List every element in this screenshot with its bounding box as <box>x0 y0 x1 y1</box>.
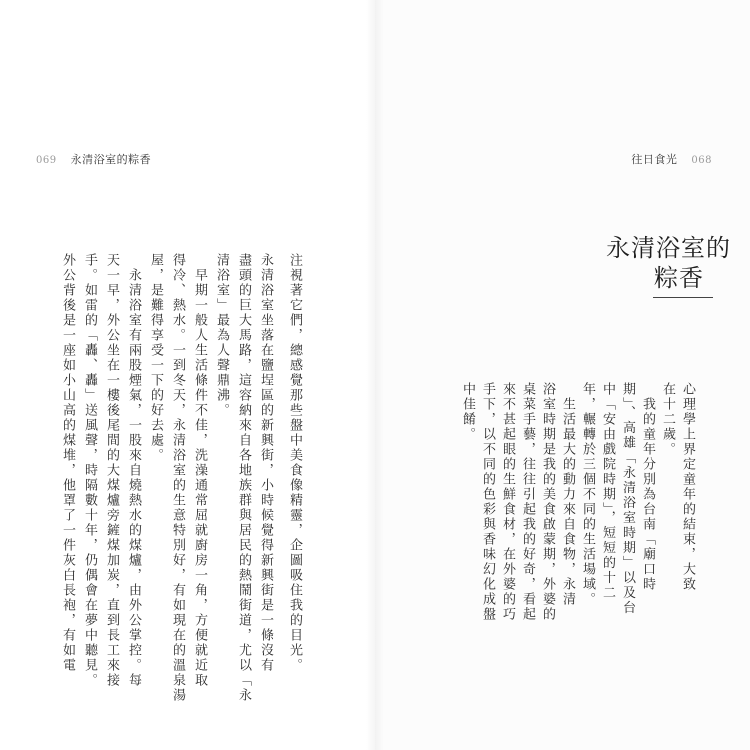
body-column: 外公背後是一座如小山高的煤堆，他罩了一件灰白長袍，有如電 <box>60 253 75 673</box>
right-page-header <box>631 151 712 167</box>
body-column: 來不甚起眼的生鮮食材，在外婆的巧 <box>500 382 515 622</box>
chapter-title-line-1: 永清浴室的 <box>606 234 731 262</box>
body-column: 在十二歲。 <box>660 382 675 457</box>
title-rule <box>653 297 713 298</box>
chapter-title-line-2: 粽香 <box>654 264 704 292</box>
book-gutter <box>366 0 384 750</box>
body-column: 清浴室」最為人聲鼎沸。 <box>214 253 229 418</box>
body-column: 盡頭的巨大馬路，這容納來自各地族群與居民的熱鬧街道，尤以「永 <box>236 253 251 703</box>
body-column: 注視著它們，總感覺那些盤中美食像精靈，企圖吸住我的目光。 <box>287 253 302 673</box>
right-page-number: 068 <box>691 155 712 166</box>
body-column: 天一早，外公坐在一樓後尾間的大煤爐旁鏟煤加炭，直到長工來接 <box>104 253 119 688</box>
body-column: 永清浴室有兩股煙氣，一股來自燒熱水的煤爐，由外公掌控。每 <box>126 268 141 688</box>
body-column: 早期一般人生活條件不佳，洗澡通常屈就廚房一角，方便就近取 <box>192 268 207 688</box>
body-column: 生活最大的動力來自食物，永清 <box>560 397 575 607</box>
left-page-number: 069 <box>36 155 57 166</box>
body-column: 桌菜手藝，往往引起我的好奇，看起 <box>520 382 535 622</box>
body-column: 浴室時期是我的美食啟蒙期，外婆的 <box>540 382 555 622</box>
body-column: 期」、高雄「永清浴室時期」以及台 <box>620 382 635 616</box>
body-column: 我的童年分別為台南「廟口時 <box>640 397 655 592</box>
right-page <box>375 0 750 750</box>
body-column: 年，輾轉於三個不同的生活場域。 <box>580 382 595 607</box>
left-chapter-title: 永清浴室的粽香 <box>70 153 152 166</box>
right-section-title: 往日食光 <box>631 153 678 166</box>
body-column: 永清浴室坐落在鹽埕區的新興街，小時候覺得新興街是一條沒有 <box>258 253 273 673</box>
left-page-header <box>36 151 151 167</box>
body-column: 手下，以不同的色彩與香味幻化成盤 <box>480 382 495 622</box>
body-column: 中佳餚。 <box>460 382 475 442</box>
body-column: 屋，是難得享受一下的好去處。 <box>148 253 163 463</box>
body-column: 中「安由戲院時期」，短短的十二 <box>600 382 615 601</box>
body-column: 手。如雷的「轟、轟」送風聲，時隔數十年，仍偶會在夢中聽見。 <box>82 253 97 688</box>
body-column: 心理學上界定童年的結束，大致 <box>680 382 695 592</box>
body-column: 得冷、熱水。一到冬天，永清浴室的生意特別好，有如現在的溫泉湯 <box>170 253 185 703</box>
